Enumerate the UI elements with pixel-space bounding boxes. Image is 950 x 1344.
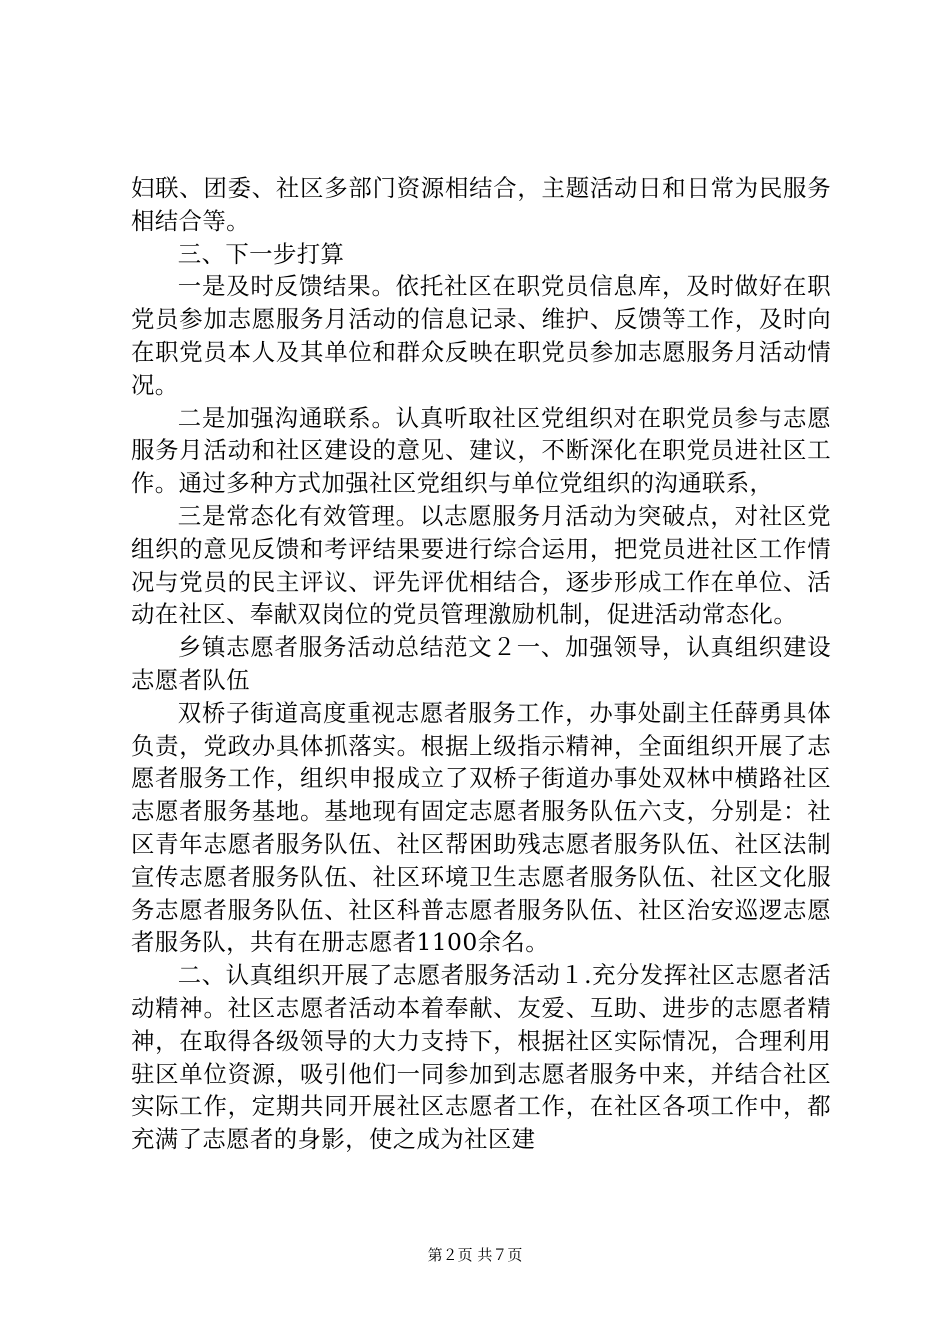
paragraph-communication: 二是加强沟通联系。认真听取社区党组织对在职党员参与志愿服务月活动和社区建设的意见、建议，不断深化在职党员进社区工作。通过多种方式加强社区党组织与单位党组织的沟通联系， — [131, 403, 831, 498]
article-title-sample-2: 乡镇志愿者服务活动总结范文２一、加强领导，认真组织建设志愿者队伍 — [131, 633, 831, 694]
section-heading-next-steps: 三、下一步打算 — [177, 239, 345, 268]
paragraph-volunteer-activities: 二、认真组织开展了志愿者服务活动１.充分发挥社区志愿者活动精神。社区志愿者活动本着奉献、友爱、互助、进步的志愿者精神，在取得各级领导的大力支持下，根据社区实际情况，合理利用驻区单位资源，吸引他们一同参加到志愿者服务中来，并结合社区实际工作，定期共同开展社区志愿者工作，在社区各项工作中，都充满了志愿者的身影，使之成为社区建 — [131, 961, 831, 1154]
paragraph-feedback: 一是及时反馈结果。依托社区在职党员信息库，及时做好在职党员参加志愿服务月活动的信息记录、维护、反馈等工作，及时向在职党员本人及其单位和群众反映在职党员参加志愿服务月活动情况。 — [131, 272, 831, 399]
page-number-footer: 第２页 共７页 — [427, 1246, 523, 1264]
paragraph-continuation: 妇联、团委、社区多部门资源相结合，主题活动日和日常为民服务相结合等。 — [131, 174, 831, 235]
document-body — [131, 172, 831, 1156]
paragraph-volunteer-teams: 双桥子街道高度重视志愿者服务工作，办事处副主任薛勇具体负责，党政办具体抓落实。根据上级指示精神，全面组织开展了志愿者服务工作，组织申报成立了双桥子街道办事处双林中横路社区志愿者服务基地。基地现有固定志愿者服务队伍六支，分别是：社区青年志愿者服务队伍、社区帮困助残志愿者服务队伍、社区法制宣传志愿者服务队伍、社区环境卫生志愿者服务队伍、社区文化服务志愿者服务队伍、社区科普志愿者服务队伍、社区治安巡逻志愿者服务队，共有在册志愿者1100余名。 — [131, 698, 831, 957]
paragraph-management: 三是常态化有效管理。以志愿服务月活动为突破点，对社区党组织的意见反馈和考评结果要进行综合运用，把党员进社区工作情况与党员的民主评议、评先评优相结合，逐步形成工作在单位、活动在社区、奉献双岗位的党员管理激励机制，促进活动常态化。 — [131, 501, 831, 629]
